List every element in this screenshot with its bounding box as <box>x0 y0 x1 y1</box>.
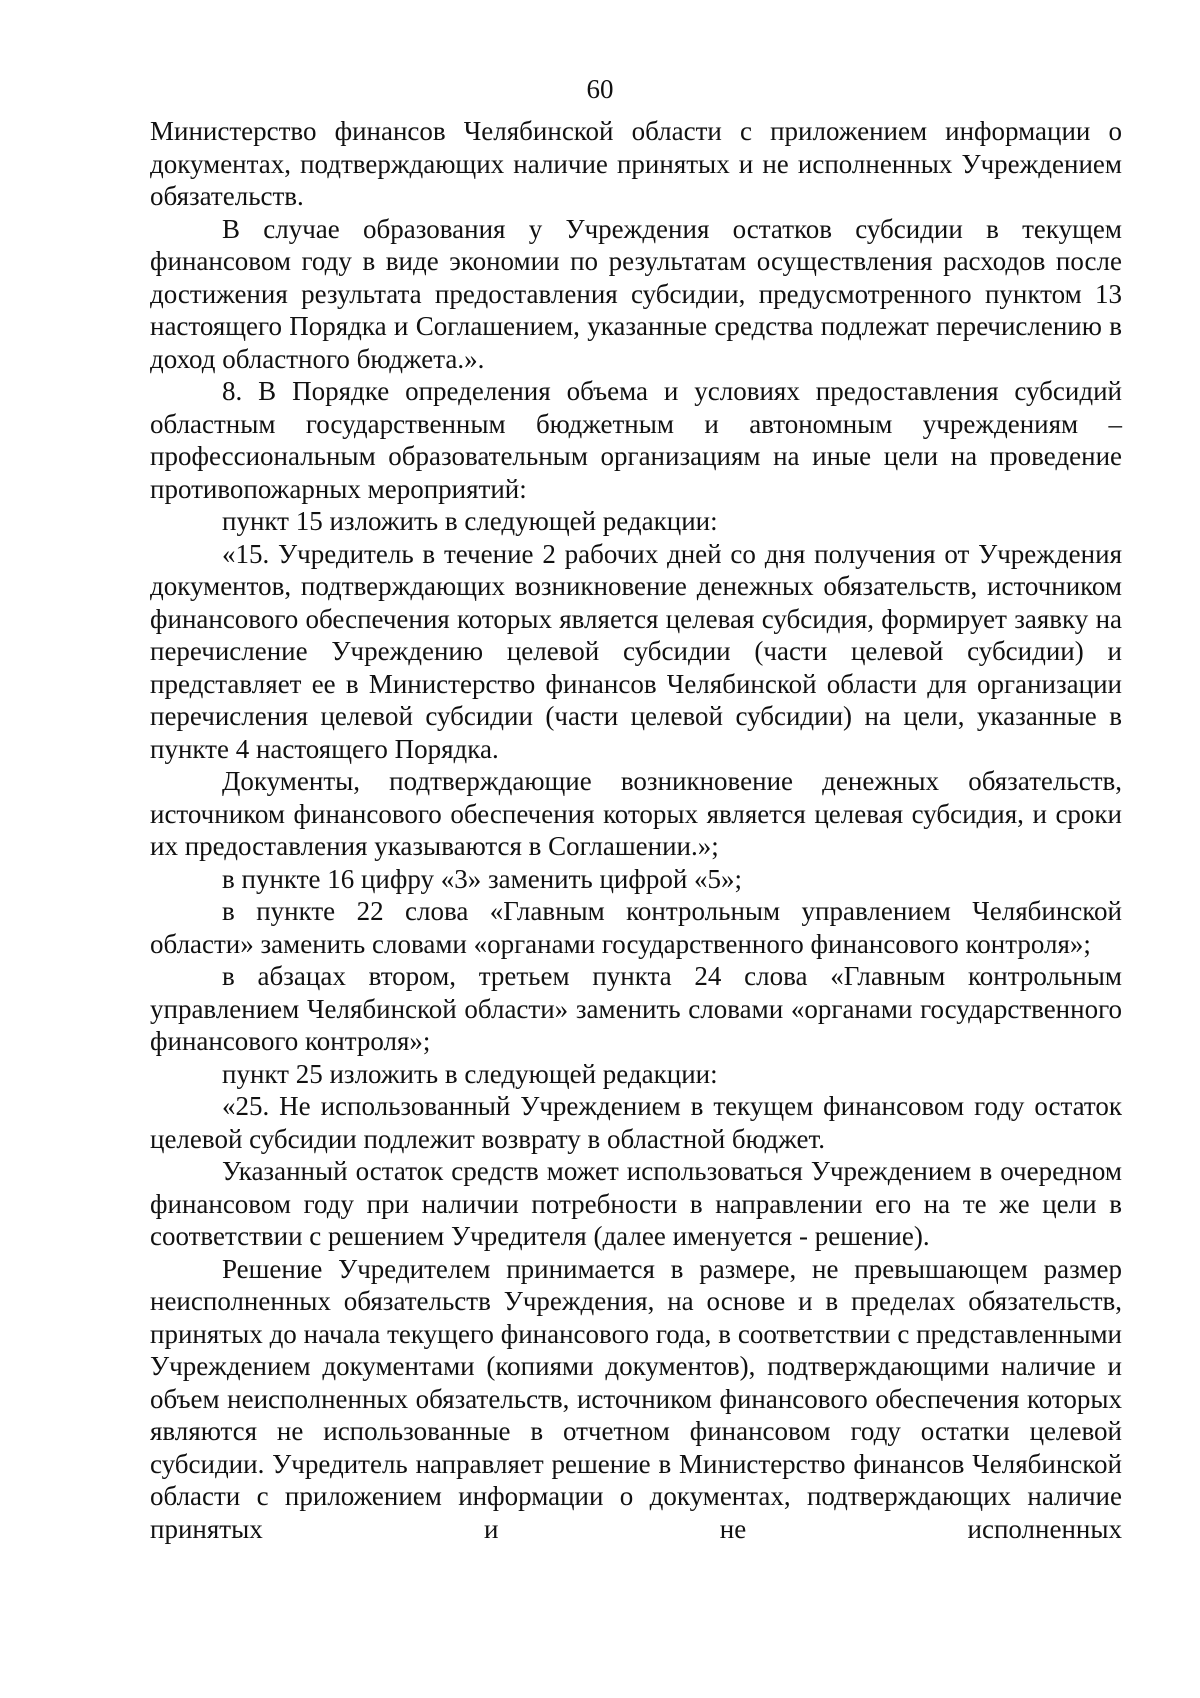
paragraph: в пункте 22 слова «Главным контрольным управлением Челябинской области» заменить словами «органами государственного финансового контроля»; <box>150 896 1122 959</box>
paragraph: Министерство финансов Челябинской области с приложением информации о документах, подтверждающих наличие принятых и не исполненных Учреждением обязательств. <box>150 116 1122 211</box>
paragraph: 8. В Порядке определения объема и условиях предоставления субсидий областным государственным бюджетным и автономным учреждениям – профессиональным образовательным организациям на иные цели на проведение противопожарных мероприятий: <box>150 376 1122 504</box>
paragraph: пункт 15 изложить в следующей редакции: <box>222 506 718 536</box>
document-body <box>150 115 1122 1545</box>
paragraph: Указанный остаток средств может использоваться Учреждением в очередном финансовом году при наличии потребности в направлении его на те же цели в соответствии с решением Учредителя (далее именуется - решение). <box>150 1156 1122 1251</box>
paragraph: пункт 25 изложить в следующей редакции: <box>222 1058 718 1089</box>
paragraph: в абзацах втором, третьем пункта 24 слова «Главным контрольным управлением Челябинской области» заменить словами «органами государственного финансового контроля»; <box>150 961 1122 1056</box>
paragraph: В случае образования у Учреждения остатков субсидии в текущем финансовом году в виде экономии по результатам осуществления расходов после достижения результата предоставления субсидии, предусмотренного пунктом 13 настоящего Порядка и Соглашением, указанные средства подлежат перечислению в доход областного бюджета.». <box>150 213 1122 374</box>
paragraph: Решение Учредителем принимается в размере, не превышающем размер неисполненных обязательств Учреждения, на основе и в пределах обязательств, принятых до начала текущего финансового года, в соответствии с представленными Учреждением документами (копиями документов), подтверждающими наличие и объем неисполненных обязательств, источником финансового обеспечения которых являются не использованные в отчетном финансовом году остатки целевой субсидии. Учредитель направляет решение в Министерство финансов Челябинской области с приложением информации о документах, подтверждающих наличие принятых и не исполненных <box>150 1253 1122 1544</box>
paragraph: «25. Не использованный Учреждением в текущем финансовом году остаток целевой субсидии подлежит возврату в областной бюджет. <box>150 1091 1122 1154</box>
paragraph: Документы, подтверждающие возникновение денежных обязательств, источником финансового обеспечения которых является целевая субсидия, и сроки их предоставления указываются в Соглашении.»; <box>150 766 1122 861</box>
page-number: 60 <box>586 74 614 104</box>
paragraph: в пункте 16 цифру «3» заменить цифрой «5»; <box>222 863 743 894</box>
paragraph: «15. Учредитель в течение 2 рабочих дней со дня получения от Учреждения документов, подтверждающих возникновение денежных обязательств, источником финансового обеспечения которых является целевая субсидия, формирует заявку на перечисление Учреждению целевой субсидии (части целевой субсидии) и представляет ее в Министерство финансов Челябинской области для организации перечисления целевой субсидии (части целевой субсидии) на цели, указанные в пункте 4 настоящего Порядка. <box>150 538 1122 764</box>
